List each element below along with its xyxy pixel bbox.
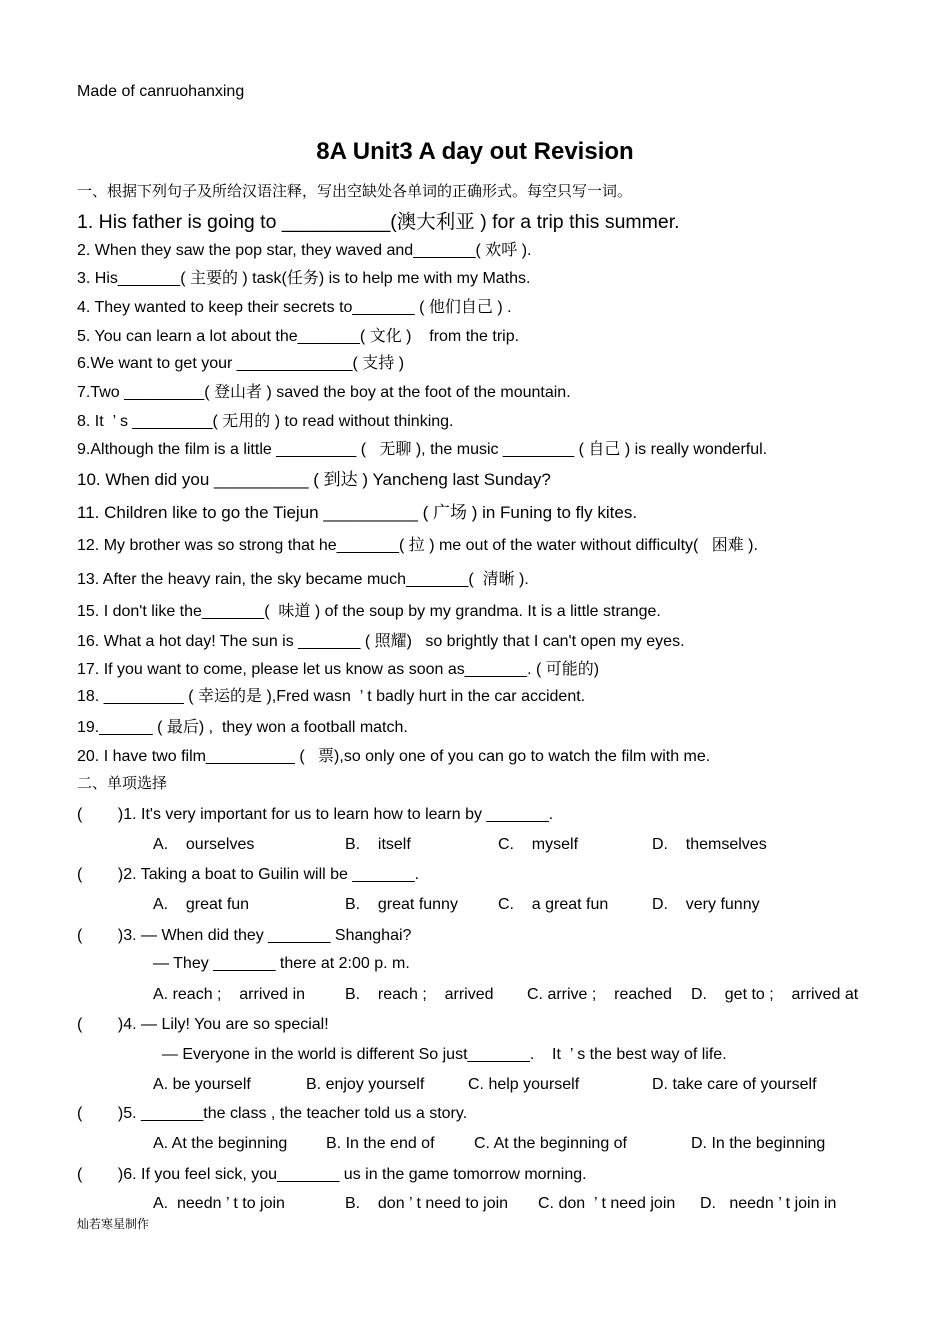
question-item: 1. His father is going to __________(澳大利亚 ) for a trip this summer. — [77, 211, 680, 233]
question-item: 11. Children like to go the Tiejun __________ ( 广场 ) in Funing to fly kites. — [77, 503, 638, 522]
mc-option-b: B. great funny — [345, 896, 458, 913]
made-of-header: Made of canruohanxing — [77, 83, 245, 100]
mc-option-b: B. In the end of — [326, 1135, 435, 1152]
question-item: 4. They wanted to keep their secrets to_______ ( 他们自己 ) . — [77, 299, 512, 316]
mc-question-stem: ( )4. — Lily! You are so special! — [77, 1016, 329, 1033]
mc-question-stem: ( )5. _______the class , the teacher told us a story. — [77, 1105, 468, 1122]
mc-option-c: C. a great fun — [498, 896, 609, 913]
question-item: 19.______ ( 最后) , they won a football match. — [77, 719, 408, 736]
mc-option-d: D. needn ’ t join in — [700, 1195, 837, 1212]
mc-option-a: A. be yourself — [153, 1076, 251, 1093]
mc-question-extra: — They _______ there at 2:00 p. m. — [153, 955, 410, 972]
question-item: 5. You can learn a lot about the_______( 文化 ) from the trip. — [77, 328, 520, 345]
question-item: 17. If you want to come, please let us know as soon as_______. ( 可能的) — [77, 661, 600, 678]
mc-option-d: D. very funny — [652, 896, 760, 913]
question-item: 15. I don't like the_______( 味道 ) of the soup by my grandma. It is a little strange. — [77, 603, 661, 620]
mc-option-b: B. itself — [345, 836, 411, 853]
mc-question-extra: — Everyone in the world is different So just_______. It ’ s the best way of life. — [153, 1046, 727, 1063]
section1-heading: 一、根据下列句子及所给汉语注释，写出空缺处各单词的正确形式。每空只写一词。 — [77, 183, 633, 200]
footer-credit: 灿若寒星制作 — [77, 1217, 150, 1231]
section2-heading: 二、单项选择 — [77, 775, 168, 792]
mc-option-b: B. enjoy yourself — [306, 1076, 425, 1093]
question-item: 16. What a hot day! The sun is _______ ( 照耀) so brightly that I can't open my eyes. — [77, 633, 685, 650]
mc-option-a: A. At the beginning — [153, 1135, 288, 1152]
mc-question-stem: ( )6. If you feel sick, you_______ us in the game tomorrow morning. — [77, 1166, 587, 1183]
mc-option-d: D. get to ; arrived at — [691, 986, 859, 1003]
question-item: 7.Two _________( 登山者 ) saved the boy at the foot of the mountain. — [77, 384, 571, 401]
question-item: 18. _________ ( 幸运的是 ),Fred wasn ’ t badly hurt in the car accident. — [77, 688, 586, 705]
mc-question-stem: ( )2. Taking a boat to Guilin will be _______. — [77, 866, 420, 883]
mc-option-b: B. reach ; arrived — [345, 986, 494, 1003]
question-item: 6.We want to get your _____________( 支持 ) — [77, 355, 405, 372]
question-item: 13. After the heavy rain, the sky became much_______( 清晰 ). — [77, 571, 529, 588]
mc-option-c: C. don ’ t need join — [538, 1195, 676, 1212]
mc-option-c: C. myself — [498, 836, 579, 853]
question-item: 20. I have two film__________ ( 票),so only one of you can go to watch the film with me. — [77, 748, 711, 765]
mc-option-c: C. At the beginning of — [474, 1135, 627, 1152]
mc-option-a: A. reach ; arrived in — [153, 986, 306, 1003]
mc-option-d: D. themselves — [652, 836, 767, 853]
mc-option-d: D. In the beginning — [691, 1135, 826, 1152]
question-item: 8. It ’ s _________( 无用的 ) to read without thinking. — [77, 413, 454, 430]
question-item: 9.Although the film is a little _________ ( 无聊 ), the music ________ ( 自己 ) is really wonderful. — [77, 441, 768, 458]
mc-question-stem: ( )3. — When did they _______ Shanghai? — [77, 927, 412, 944]
mc-option-c: C. help yourself — [468, 1076, 580, 1093]
question-item: 12. My brother was so strong that he_______( 拉 ) me out of the water without difficulty( 困难 ). — [77, 537, 758, 554]
mc-option-a: A. great fun — [153, 896, 250, 913]
mc-option-b: B. don ’ t need to join — [345, 1195, 509, 1212]
question-item: 3. His_______( 主要的 ) task(任务) is to help me with my Maths. — [77, 270, 531, 287]
question-item: 2. When they saw the pop star, they waved and_______( 欢呼 ). — [77, 242, 532, 259]
page-title: 8A Unit3 A day out Revision — [316, 138, 634, 165]
mc-option-a: A. ourselves — [153, 836, 255, 853]
mc-question-stem: ( )1. It's very important for us to learn how to learn by _______. — [77, 806, 554, 823]
mc-option-a: A. needn ’ t to join — [153, 1195, 285, 1212]
mc-option-d: D. take care of yourself — [652, 1076, 817, 1093]
mc-option-c: C. arrive ; reached — [527, 986, 672, 1003]
question-item: 10. When did you __________ ( 到达 ) Yancheng last Sunday? — [77, 470, 551, 489]
